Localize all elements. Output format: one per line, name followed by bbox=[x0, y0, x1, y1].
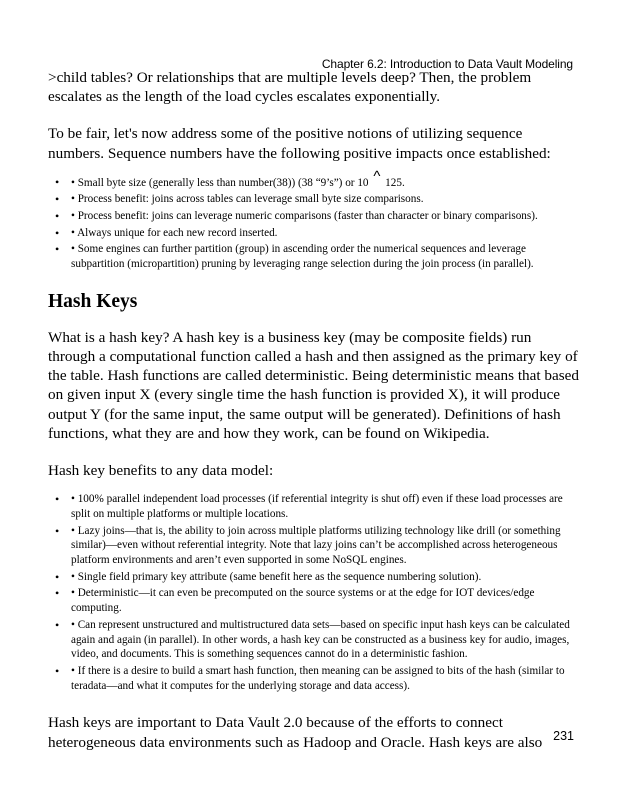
section-heading-hash-keys: Hash Keys bbox=[48, 290, 138, 312]
sequence-benefits-list bbox=[48, 167, 580, 272]
list-item: • • 100% parallel independent load processes (if referential integrity is shut off) even if these load processes are split on multiple platforms or multiple locations. bbox=[48, 492, 580, 522]
list-item: • • Process benefit: joins across tables can leverage small byte size comparisons. bbox=[48, 192, 580, 207]
hash-benefits-list bbox=[48, 492, 580, 693]
list-item-text: • Small byte size (generally less than number(38)) (38 “9’s”) or 10 bbox=[71, 176, 369, 189]
list-item: • • Always unique for each new record inserted. bbox=[48, 226, 580, 241]
caret-symbol: ^ bbox=[373, 167, 381, 185]
list-item: • • If there is a desire to build a smart hash function, then meaning can be assigned to bits of the hash (similar to teradata—and what it computes for the underlying storage and data access). bbox=[48, 664, 580, 694]
list-item: • • Process benefit: joins can leverage numeric comparisons (faster than character or binary comparisons). bbox=[48, 209, 580, 224]
page-content bbox=[48, 68, 580, 752]
list-item: • • Single field primary key attribute (same benefit here as the sequence numbering solution). bbox=[48, 570, 580, 585]
list-item: • • Deterministic—it can even be precomputed on the source systems or at the edge for IOT devices/edge computing. bbox=[48, 586, 580, 616]
running-header: Chapter 6.2: Introduction to Data Vault Modeling bbox=[321, 57, 573, 71]
paragraph-child-tables: >child tables? Or relationships that are multiple levels deep? Then, the problem escalates as the length of the load cycles escalates exponentially. bbox=[48, 69, 532, 106]
paragraph-hash-benefits-intro: Hash key benefits to any data model: bbox=[48, 462, 274, 479]
list-item: • • Lazy joins—that is, the ability to join across multiple platforms utilizing technology like drill (or something similar)—even without referential integrity. Note that lazy joins can’t be accomplished across heterogeneous platform environments and aren’t even supported in some NoSQL engines. bbox=[48, 524, 580, 568]
paragraph-hash-keys-importance: Hash keys are important to Data Vault 2.0 because of the efforts to connect heterogeneous data environments such as Hadoop and Oracle. Hash keys are also bbox=[48, 714, 543, 751]
list-item: • • Can represent unstructured and multistructured data sets—based on specific input hash keys can be calculated again and again (in parallel). In other words, a hash key can be constructed as a business key for audio, images, video, and documents. This is something sequences cannot do in a deterministic fashion. bbox=[48, 618, 580, 662]
list-item: • • Some engines can further partition (group) in ascending order the numerical sequences and leverage subpartition (micropartition) pruning by leveraging range selection during the join process (in parallel). bbox=[48, 242, 580, 272]
paragraph-hash-key-definition: What is a hash key? A hash key is a business key (may be composite fields) run through a computational function called a hash and then assigned as the primary key of the table. Hash functions are called deterministic. Being deterministic means that based on given input X (every single time the hash function is provided X), it will produce output Y (for the same input, the same output will be generated). Definitions of hash functions, what they are and how they work, can be found on Wikipedia. bbox=[48, 328, 579, 442]
list-item-text: 125. bbox=[385, 176, 405, 189]
list-item bbox=[48, 167, 580, 191]
page-number: 231 bbox=[553, 729, 574, 743]
paragraph-sequence-intro: To be fair, let's now address some of the positive notions of utilizing sequence numbers. Sequence numbers have the following positive impacts once established: bbox=[48, 125, 551, 162]
